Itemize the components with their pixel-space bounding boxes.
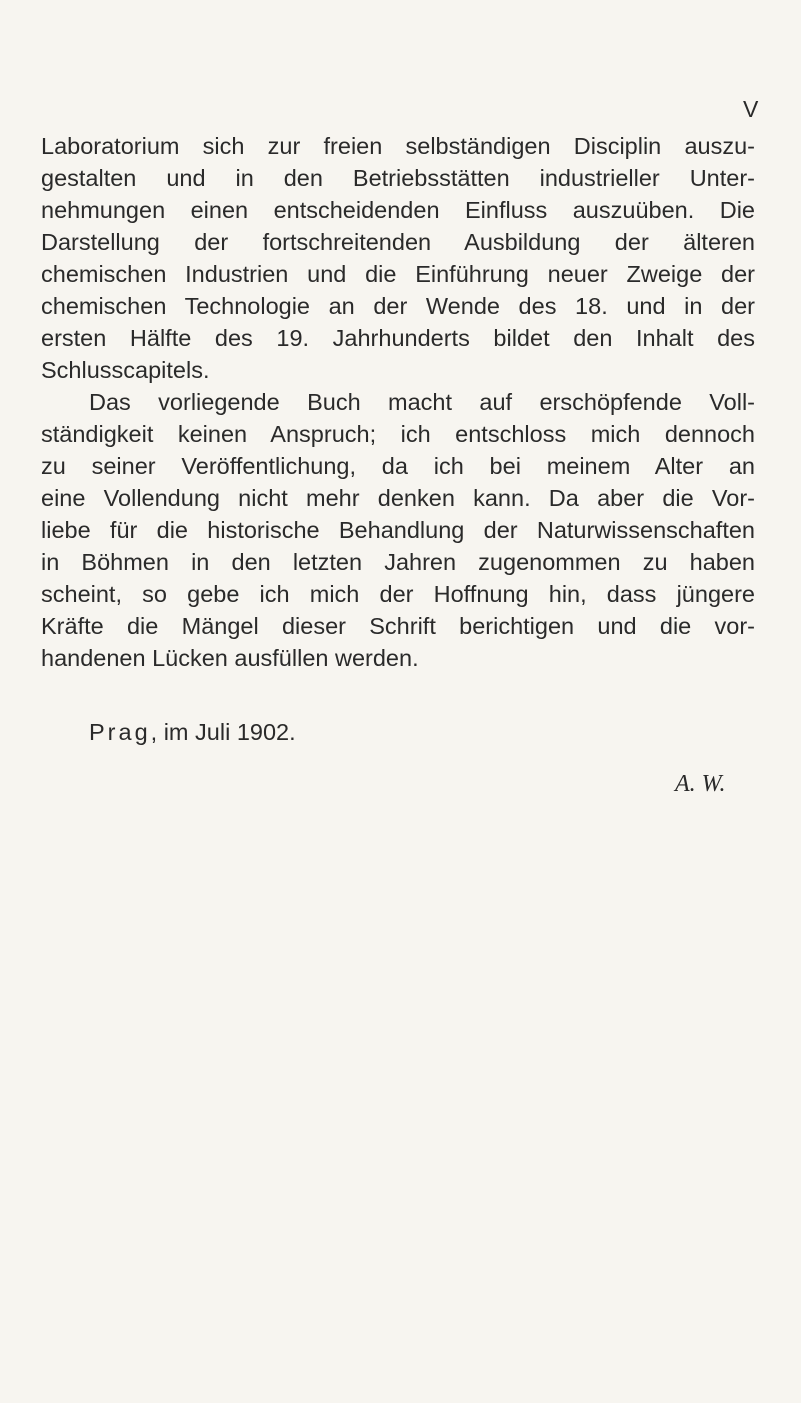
dateline-date: , im Juli 1902. [150, 719, 296, 745]
author-initials: A. W. [675, 771, 726, 797]
text-line: Laboratorium sich zur freien selbständigen Disciplin auszu- [41, 133, 755, 159]
text-line: Kräfte die Mängel dieser Schrift berichtigen und die vor- [41, 613, 755, 639]
dateline [89, 718, 296, 746]
text-line: in Böhmen in den letzten Jahren zugenommen zu haben [41, 549, 755, 575]
text-line: eine Vollendung nicht mehr denken kann. Da aber die Vor- [41, 485, 755, 511]
text-line: chemischen Industrien und die Einführung neuer Zweige der [41, 261, 755, 287]
text-line: gestalten und in den Betriebsstätten industrieller Unter- [41, 165, 755, 191]
text-line: ständigkeit keinen Anspruch; ich entschloss mich dennoch [41, 421, 755, 447]
text-line: liebe für die historische Behandlung der Naturwissenschaften [41, 517, 755, 543]
text-line: handenen Lücken ausfüllen werden. [41, 645, 419, 671]
text-line: scheint, so gebe ich mich der Hoffnung hin, dass jüngere [41, 581, 755, 607]
text-line: zu seiner Veröffentlichung, da ich bei meinem Alter an [41, 453, 755, 479]
text-line: ersten Hälfte des 19. Jahrhunderts bildet den Inhalt des [41, 325, 755, 351]
dateline-place: Prag [89, 719, 151, 745]
text-line: chemischen Technologie an der Wende des 18. und in der [41, 293, 755, 319]
text-line: Das vorliegende Buch macht auf erschöpfende Voll- [89, 389, 755, 415]
text-line: nehmungen einen entscheidenden Einfluss auszuüben. Die [41, 197, 755, 223]
text-line: Schlusscapitels. [41, 357, 210, 383]
text-line: Darstellung der fortschreitenden Ausbildung der älteren [41, 229, 755, 255]
page-number: V [743, 96, 760, 122]
